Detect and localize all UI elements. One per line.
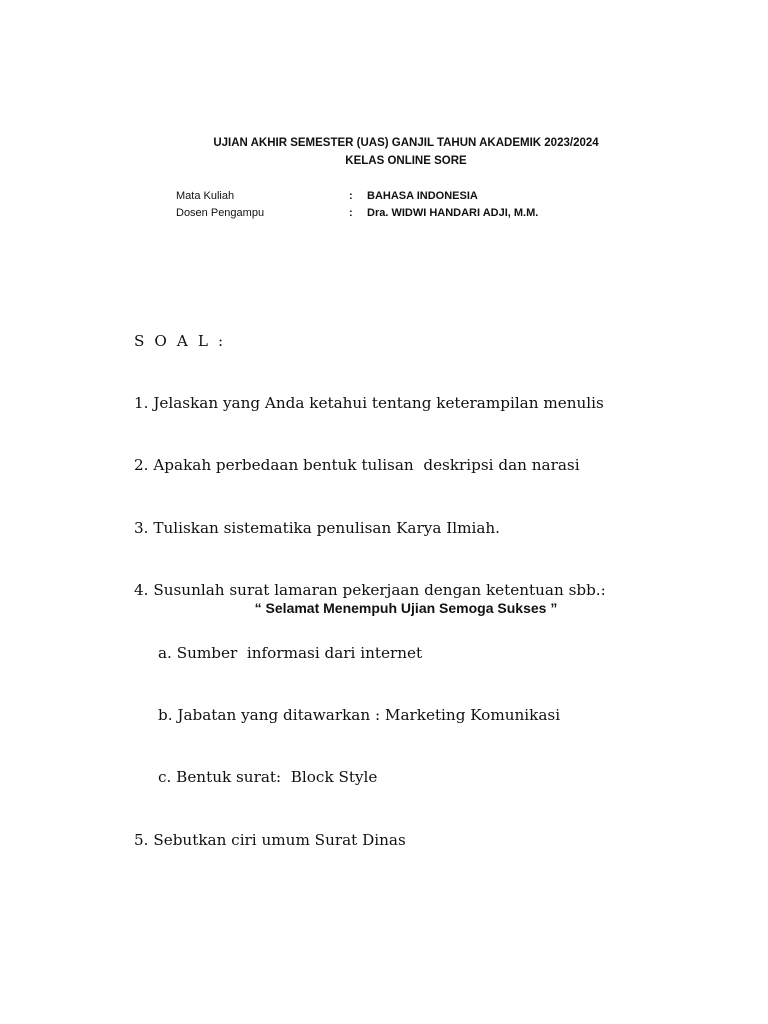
question-sub-item: b. Jabatan yang ditawarkan : Marketing Komunikasi	[158, 705, 561, 724]
question-item: 1. Jelaskan yang Anda ketahui tentang keterampilan menulis	[134, 393, 604, 412]
question-item: 2. Apakah perbedaan bentuk tulisan deskripsi dan narasi	[134, 456, 580, 475]
exam-title: UJIAN AKHIR SEMESTER (UAS) GANJIL TAHUN AKADEMIK 2023/2024	[213, 137, 599, 149]
question-item: 3. Tuliskan sistematika penulisan Karya Ilmiah.	[134, 518, 500, 537]
lecturer-value: Dra. WIDWI HANDARI ADJI, M.M.	[367, 207, 539, 219]
lecturer-label: Dosen Pengampu	[176, 207, 265, 219]
course-label: Mata Kuliah	[176, 190, 235, 202]
question-list	[134, 289, 606, 892]
exam-class-subtitle: KELAS ONLINE SORE	[345, 155, 467, 167]
closing-message: “ Selamat Menempuh Ujian Semoga Sukses ”	[254, 600, 558, 616]
course-colon: :	[349, 190, 353, 202]
lecturer-colon: :	[349, 207, 353, 219]
question-item: 4. Susunlah surat lamaran pekerjaan dengan ketentuan sbb.:	[134, 581, 606, 600]
course-value: BAHASA INDONESIA	[367, 190, 478, 202]
questions-heading: S O A L :	[134, 331, 226, 350]
question-sub-item: a. Sumber informasi dari internet	[158, 643, 423, 662]
question-sub-item: c. Bentuk surat: Block Style	[158, 768, 378, 787]
question-item: 5. Sebutkan ciri umum Surat Dinas	[134, 830, 406, 849]
